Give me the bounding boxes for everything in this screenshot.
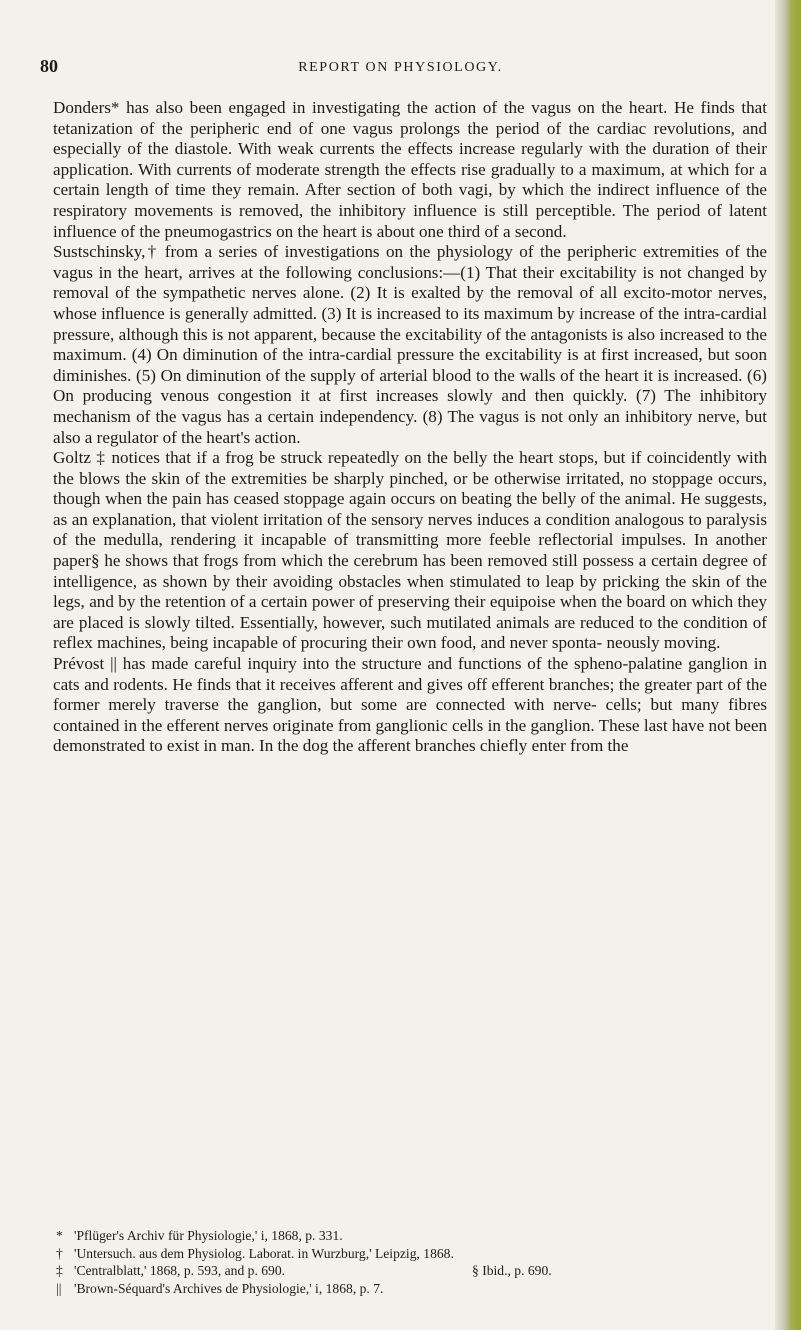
footnote — [56, 1280, 756, 1298]
page-header — [0, 0, 801, 80]
footnote-mark: ‡ — [56, 1263, 63, 1279]
footnote-text-ibid: § Ibid., p. 690. — [472, 1263, 552, 1279]
body-text — [53, 98, 767, 757]
paragraph-goltz: Goltz ‡ notices that if a frog be struck repeatedly on the belly the heart stops, but if coincidently with the blows the skin of the extremities be sharply pinched, or be otherwise irritated, no stoppage occurs, though when the pain has ceased stoppage again occurs on beating the belly of the animal. He suggests, as an explanation, that violent irritation of the sensory nerves induces a condition analogous to paralysis of the medulla, rendering it incapable of transmitting more feeble reflectorial impulses. In another paper§ he shows that frogs from which the cerebrum has been removed still possess a certain degree of intelligence, as shown by their avoiding obstacles when stimulated to leap by pricking the skin of the legs, and by the retention of a certain power of preserving their equipoise when the board on which they are placed is slowly tilted. Essentially, however, such mutilated animals are reduced to the condition of reflex machines, being incapable of procuring their own food, and never sponta- neously moving. — [53, 448, 767, 653]
paragraph-prevost: Prévost || has made careful inquiry into the structure and functions of the spheno-palatine ganglion in cats and rodents. He finds that it receives afferent and gives off efferent branches; the greater part of the former merely traverse the ganglion, but some are connected with nerve- cells; but many fibres contained in the efferent nerves originate from ganglionic cells in the ganglion. These last have not been demonstrated to exist in man. In the dog the afferent branches chiefly enter from the — [53, 654, 767, 756]
footnote-text: 'Brown-Séquard's Archives de Physiologie,' i, 1868, p. 7. — [74, 1281, 384, 1297]
paragraph-donders: Donders* has also been engaged in investigating the action of the vagus on the heart. He finds that tetanization of the peripheric end of one vagus prolongs the period of the cardiac revolutions, and especially of the diastole. With weak currents the effects increase regularly with the duration of their application. With currents of moderate strength the effects rise gradually to a maximum, at which for a certain length of time they remain. After section of both vagi, by which the indirect influence of the respiratory movements is removed, the inhibitory influence is still perceptible. The period of latent influence of the pneumogastrics on the heart is about one third of a second. — [53, 98, 767, 241]
footnote — [56, 1227, 756, 1245]
footnote-text: 'Untersuch. aus dem Physiolog. Laborat. in Wurzburg,' Leipzig, 1868. — [74, 1245, 454, 1261]
footnote — [56, 1245, 756, 1263]
footnote-mark: || — [56, 1281, 62, 1297]
footnote — [56, 1262, 756, 1280]
paragraph-sustschinsky: Sustschinsky,† from a series of investigations on the physiology of the peripheric extremities of the vagus in the heart, arrives at the following conclusions:—(1) That their excitability is not changed by removal of the sympathetic nerves alone. (2) It is exalted by the removal of all excito-motor nerves, whose influence is generally admitted. (3) It is increased to its maximum by increase of the intra-cardial pressure, although this is not apparent, because the excitability of the antagonists is also increased to the maximum. (4) On diminution of the intra-cardial pressure the excitability is at first increased, but soon diminishes. (5) On diminution of the supply of arterial blood to the walls of the heart it is increased. (6) On producing venous congestion it at first increases slowly and then quickly. (7) The inhibitory mechanism of the vagus has a certain independency. (8) The vagus is not only an inhibitory nerve, but also a regulator of the heart's action. — [53, 242, 767, 447]
footnotes — [56, 1227, 756, 1298]
running-head: REPORT ON PHYSIOLOGY. — [298, 60, 503, 75]
footnote-mark: * — [56, 1228, 63, 1243]
page-number: 80 — [40, 56, 58, 76]
page-edge — [775, 0, 801, 1330]
footnote-text: 'Centralblatt,' 1868, p. 593, and p. 690. — [74, 1263, 286, 1279]
footnote-text: 'Pflüger's Archiv für Physiologie,' i, 1868, p. 331. — [74, 1228, 343, 1243]
footnote-mark: † — [56, 1245, 63, 1261]
